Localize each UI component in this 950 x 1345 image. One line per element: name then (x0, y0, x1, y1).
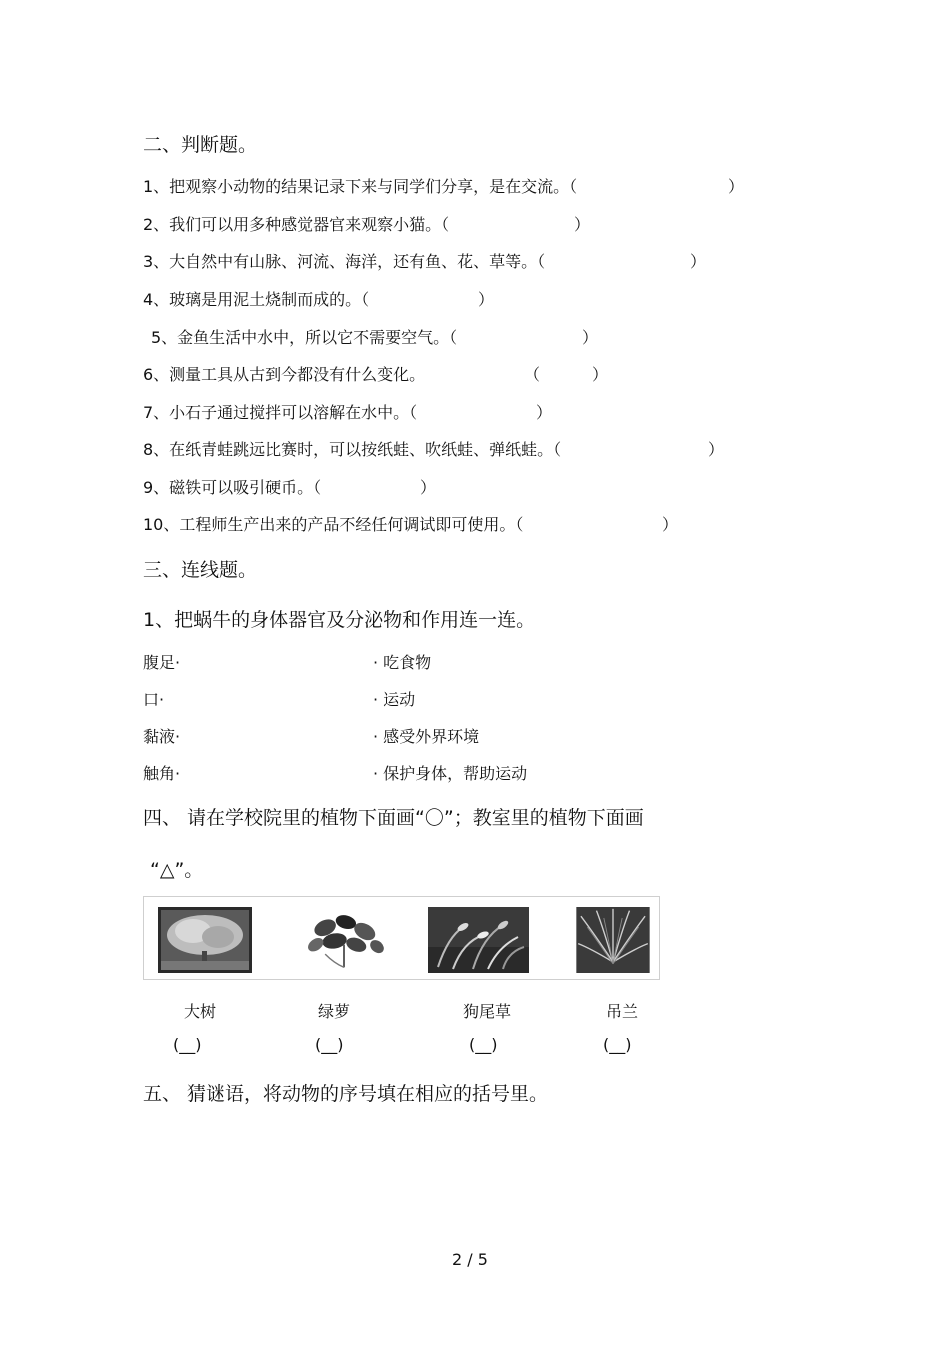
question-9: 9、磁铁可以吸引硬币。（ (143, 478, 322, 497)
tree-photo (158, 907, 252, 973)
question-6-close: ） (592, 365, 609, 384)
answer-blank-foxtail[interactable]: (__) (469, 1035, 498, 1054)
section-4-title-line2: “△”。 (150, 859, 204, 881)
match-right-4: · 保护身体，帮助运动 (373, 764, 528, 783)
question-1-close: ） (728, 177, 745, 196)
section-5-title: 五、 猜谜语，将动物的序号填在相应的括号里。 (143, 1083, 549, 1105)
spider-plant-photo (573, 907, 653, 973)
match-left-3: 黏液· (143, 727, 181, 746)
question-5-close: ） (582, 328, 599, 347)
answer-blank-spider-plant[interactable]: (__) (603, 1035, 632, 1054)
section-4-title-line1: 四、 请在学校院里的植物下面画“〇”；教室里的植物下面画 (143, 807, 644, 829)
question-3-close: ） (690, 252, 707, 271)
page-number: 2 / 5 (452, 1250, 488, 1269)
question-2: 2、我们可以用多种感觉器官来观察小猫。（ (143, 215, 450, 234)
question-3: 3、大自然中有山脉、河流、海洋，还有鱼、花、草等。（ (143, 252, 546, 271)
section-2-title: 二、判断题。 (143, 134, 258, 156)
plant-photo-strip (143, 896, 660, 980)
section-3-question: 1、把蜗牛的身体器官及分泌物和作用连一连。 (143, 609, 536, 631)
foxtail-grass-photo (428, 907, 529, 973)
match-left-1: 腹足· (143, 653, 181, 672)
match-left-4: 触角· (143, 764, 181, 783)
question-10-close: ） (662, 515, 679, 534)
match-right-1: · 吃食物 (373, 653, 432, 672)
question-2-close: ） (574, 215, 591, 234)
question-8-close: ） (708, 440, 725, 459)
question-6: 6、测量工具从古到今都没有什么变化。 (143, 365, 426, 384)
plant-label-foxtail: 狗尾草 (462, 1002, 511, 1021)
question-1: 1、把观察小动物的结果记录下来与同学们分享，是在交流。（ (143, 177, 578, 196)
question-6-open: （ (524, 365, 541, 384)
question-8: 8、在纸青蛙跳远比赛时，可以按纸蛙、吹纸蛙、弹纸蛙。（ (143, 440, 562, 459)
match-right-3: · 感受外界环境 (373, 727, 480, 746)
match-left-2: 口· (143, 690, 165, 709)
plant-label-pothos: 绿萝 (317, 1002, 350, 1021)
section-3-title: 三、连线题。 (143, 559, 258, 581)
plant-label-big-tree: 大树 (183, 1002, 216, 1021)
question-9-close: ） (420, 478, 437, 497)
plant-label-spider-plant: 吊兰 (605, 1002, 638, 1021)
question-4-close: ） (478, 290, 495, 309)
question-10: 10、工程师生产出来的产品不经任何调试即可使用。（ (143, 515, 524, 534)
question-5: 5、金鱼生活中水中，所以它不需要空气。（ (151, 328, 458, 347)
answer-blank-big-tree[interactable]: (__) (173, 1035, 202, 1054)
question-7: 7、小石子通过搅拌可以溶解在水中。（ (143, 403, 418, 422)
question-7-close: ） (536, 403, 553, 422)
pothos-photo (294, 907, 394, 973)
answer-blank-pothos[interactable]: (__) (315, 1035, 344, 1054)
match-right-2: · 运动 (373, 690, 416, 709)
question-4: 4、玻璃是用泥土烧制而成的。（ (143, 290, 370, 309)
